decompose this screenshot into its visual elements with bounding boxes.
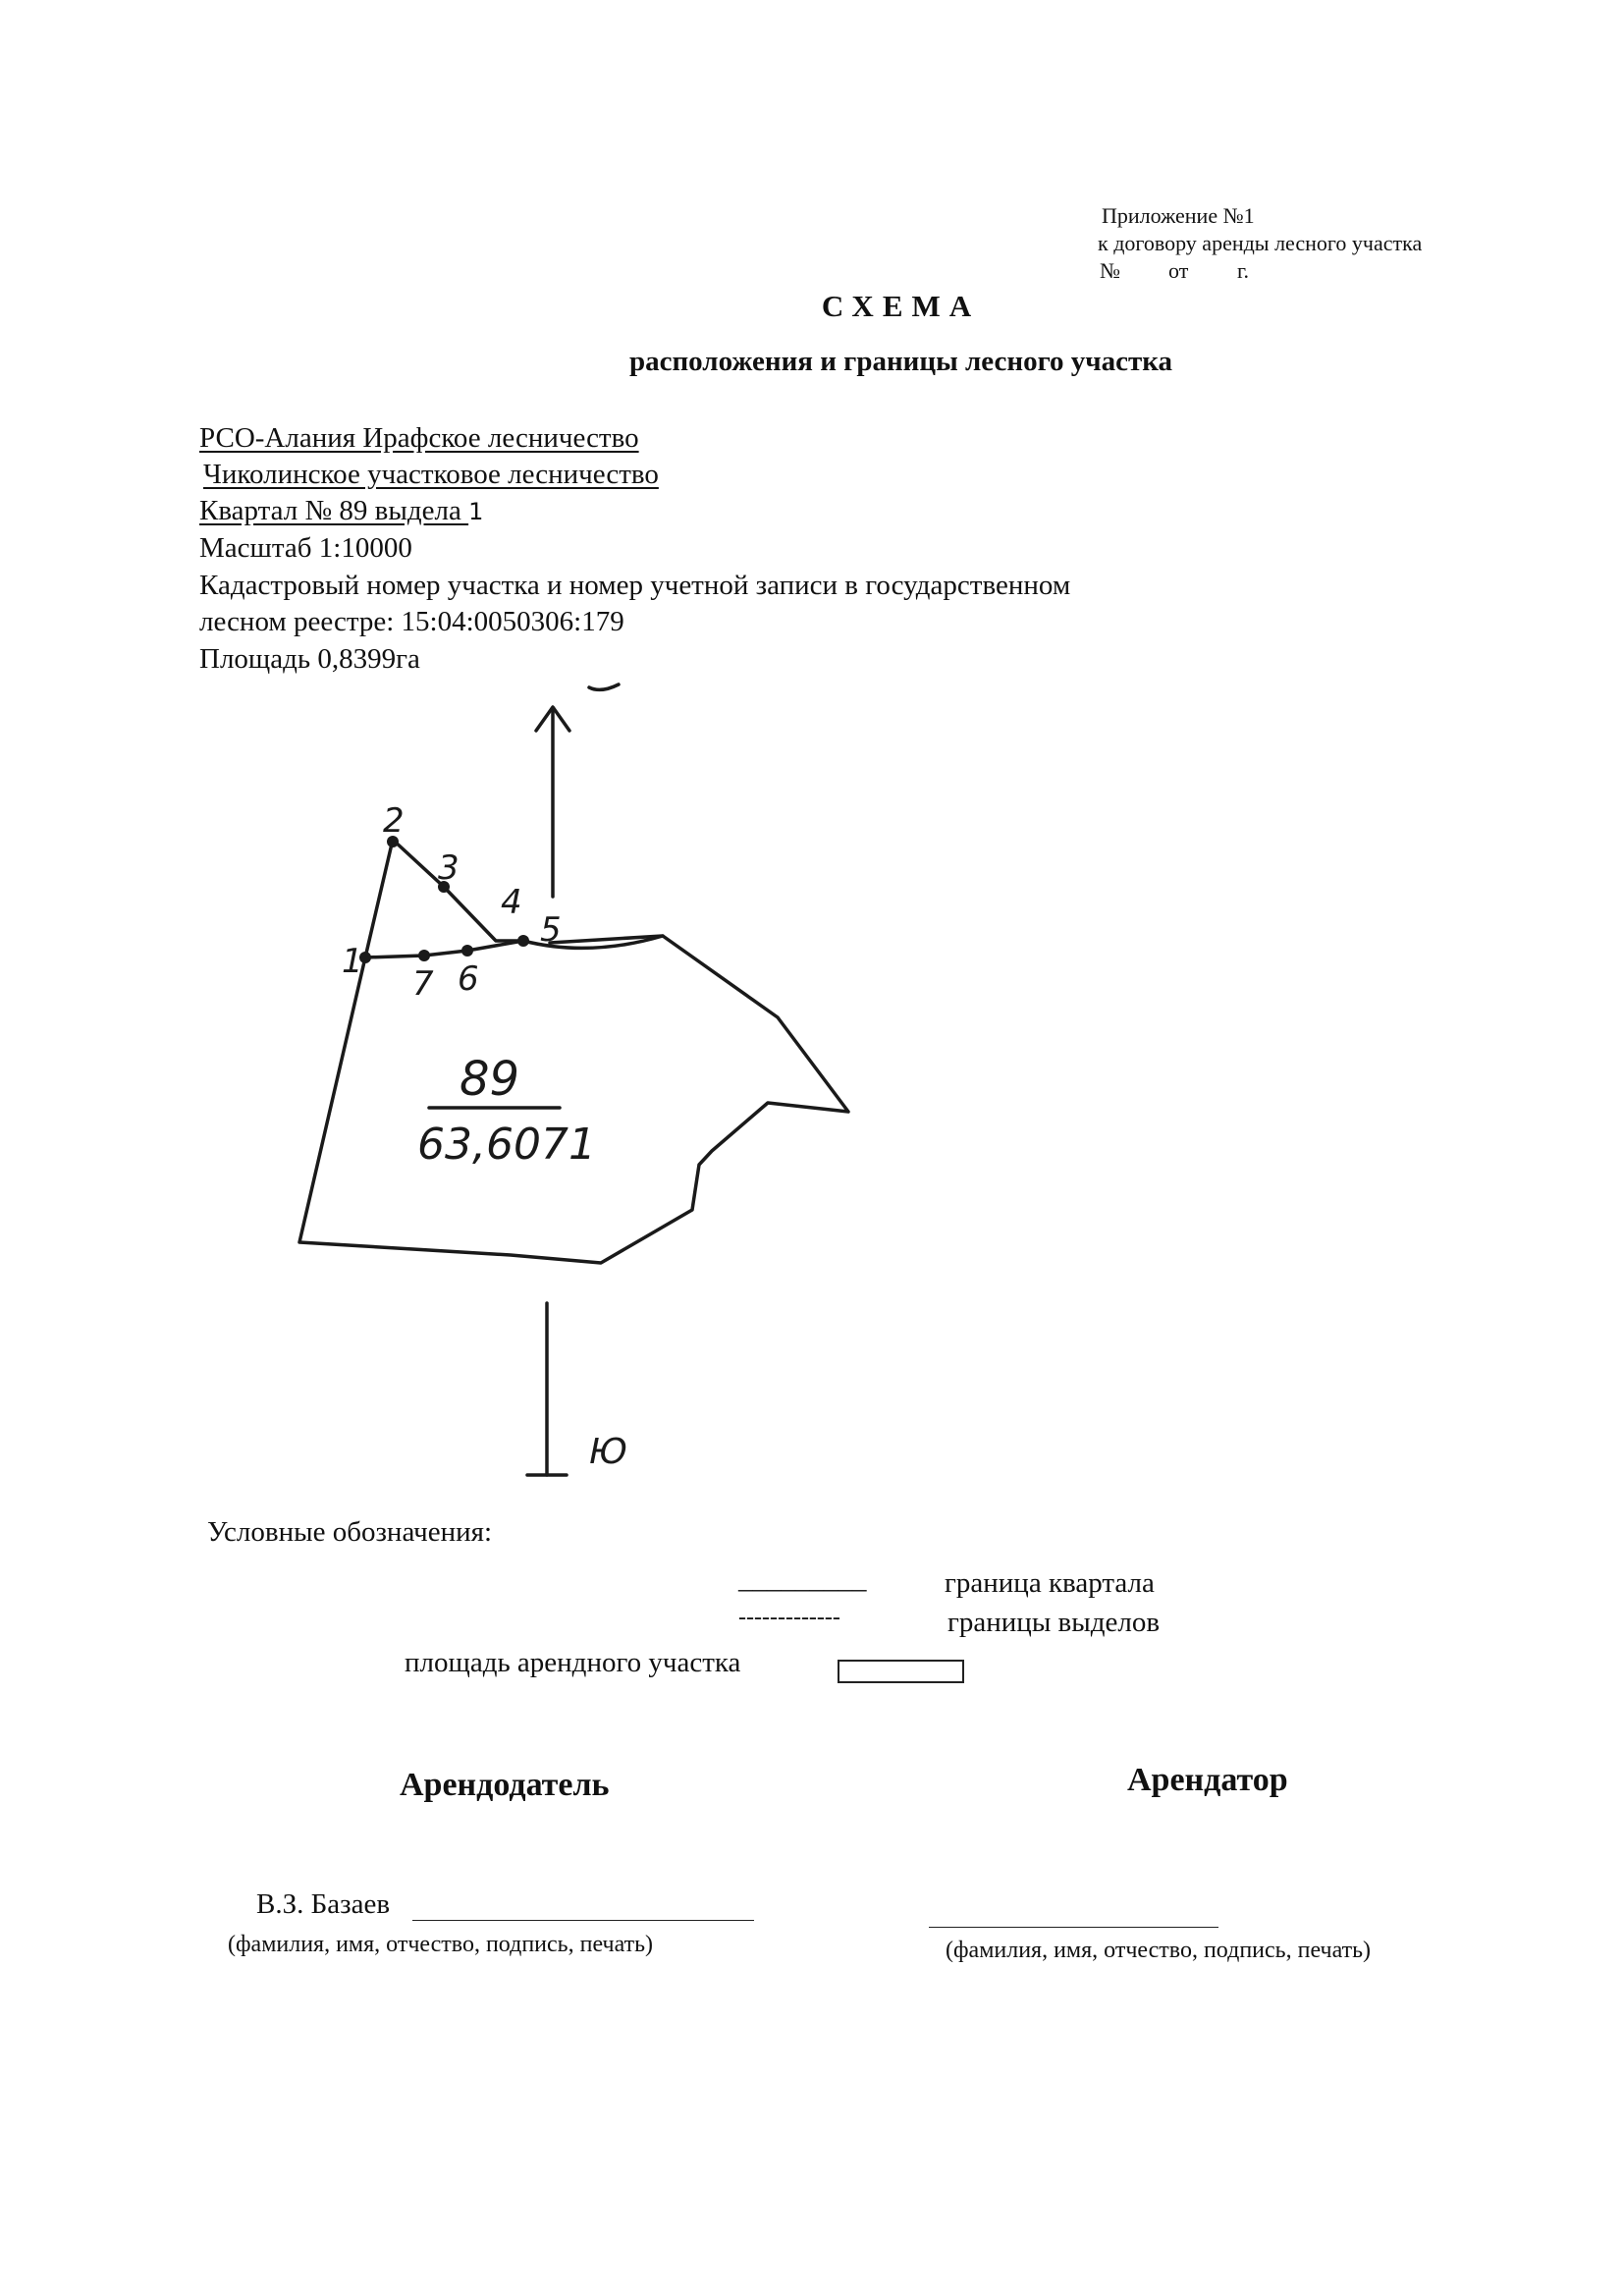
lessor-hint: (фамилия, имя, отчество, подпись, печать) bbox=[228, 1932, 654, 1957]
page-title: СХЕМА bbox=[821, 289, 981, 323]
appendix-year-label: г. bbox=[1237, 258, 1250, 283]
scale-line: Масштаб 1:10000 bbox=[199, 532, 412, 564]
legend-quarter-boundary: граница квартала bbox=[945, 1567, 1155, 1599]
point-marker-6 bbox=[461, 945, 473, 957]
area-line: Площадь 0,8399га bbox=[199, 643, 420, 675]
quarter-number-label: 89 bbox=[460, 1052, 520, 1107]
legend-lease-swatch bbox=[838, 1660, 964, 1683]
legend-lease-area: площадь арендного участка bbox=[405, 1647, 741, 1678]
appendix-line-1: Приложение №1 bbox=[1102, 203, 1255, 228]
lessee-heading: Арендатор bbox=[1127, 1762, 1288, 1798]
point-label-6: 6 bbox=[458, 959, 479, 999]
point-label-4: 4 bbox=[501, 883, 522, 922]
quarter-unit: 1 bbox=[468, 498, 484, 525]
legend-unit-symbol: ------------- bbox=[738, 1605, 840, 1630]
cadastral-line-2: лесном реестре: 15:04:0050306:179 bbox=[199, 606, 624, 637]
legend-quarter-symbol: _________ bbox=[738, 1563, 867, 1595]
lessee-hint: (фамилия, имя, отчество, подпись, печать) bbox=[946, 1938, 1372, 1963]
point-label-7: 7 bbox=[412, 964, 434, 1004]
lessor-name: В.З. Базаев bbox=[256, 1888, 391, 1920]
quarter-text: Квартал № 89 выдела bbox=[199, 495, 469, 526]
lessor-heading: Арендодатель bbox=[400, 1767, 610, 1803]
legend-title: Условные обозначения: bbox=[207, 1516, 493, 1548]
region-line: РСО-Алания Ирафское лесничество bbox=[199, 422, 639, 454]
point-label-2: 2 bbox=[383, 801, 405, 841]
lessee-signature-line bbox=[929, 1927, 1218, 1928]
appendix-number-label: № bbox=[1100, 258, 1120, 283]
plot-boundary-bottom bbox=[365, 941, 523, 957]
quarter-boundary bbox=[299, 840, 848, 1263]
appendix-from-label: от bbox=[1168, 258, 1189, 283]
page-subtitle: расположения и границы лесного участка bbox=[628, 346, 1173, 377]
district-line: Чиколинское участковое лесничество bbox=[203, 459, 659, 490]
point-label-1: 1 bbox=[342, 942, 363, 981]
appendix-line-2: к договору аренды лесного участка bbox=[1098, 231, 1423, 255]
point-label-3: 3 bbox=[438, 848, 460, 888]
cadastral-line-1: Кадастровый номер участка и номер учетной записи в государственном bbox=[199, 570, 1071, 601]
point-marker-7 bbox=[418, 950, 430, 961]
legend-unit-boundaries: границы выделов bbox=[947, 1607, 1161, 1638]
north-label-mark bbox=[589, 684, 619, 689]
point-marker-5 bbox=[517, 935, 529, 947]
lessor-signature-line bbox=[412, 1920, 754, 1921]
south-label: Ю bbox=[589, 1432, 627, 1472]
quarter-area-label: 63,6071 bbox=[417, 1120, 596, 1170]
point-label-5: 5 bbox=[540, 910, 562, 950]
